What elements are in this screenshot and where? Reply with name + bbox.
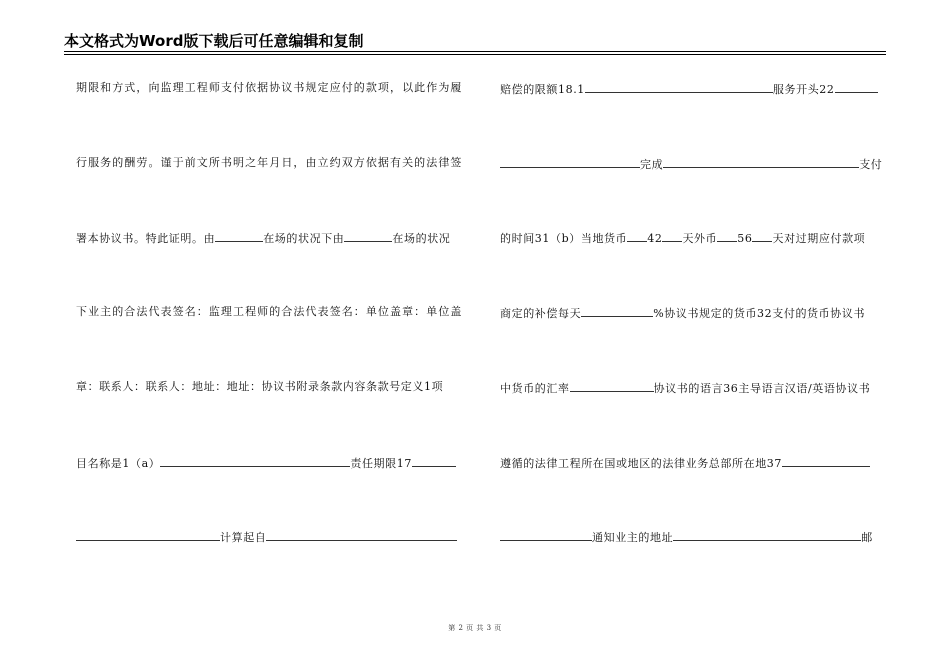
- blank-field: [752, 229, 772, 242]
- text-line: [500, 304, 886, 320]
- text-segment: 署本协议书。特此证明。由: [76, 232, 216, 245]
- text-segment: 42: [647, 232, 663, 245]
- text-line: 下业主的合法代表签名：监理工程师的合法代表签名：单位盖章：单位盖: [76, 305, 462, 318]
- text-line: 行服务的酬劳。谨于前文所书明之年月日，由立约双方依据有关的法律签: [76, 156, 462, 169]
- blank-field: [570, 379, 654, 392]
- text-line: [76, 229, 462, 245]
- blank-field: [581, 304, 653, 317]
- blank-field: [266, 528, 457, 541]
- text-segment: 商定的补偿每天: [500, 307, 582, 320]
- text-segment: 完成: [640, 158, 664, 171]
- text-segment: 天外币: [682, 232, 718, 245]
- text-segment: 目名称是1（a）: [76, 457, 161, 470]
- text-segment: 服务开头22: [772, 83, 835, 96]
- left-column: [76, 0, 462, 672]
- blank-field: [782, 454, 870, 467]
- text-line: [500, 80, 886, 96]
- text-segment: 56: [737, 232, 753, 245]
- blank-field: [215, 229, 263, 242]
- blank-field: [500, 155, 640, 168]
- right-column: [500, 0, 886, 672]
- page-number: 第 2 页 共 3 页: [448, 624, 502, 632]
- text-segment: 天对过期应付款项: [772, 232, 866, 245]
- blank-field: [500, 528, 592, 541]
- text-line: [76, 528, 462, 544]
- text-segment: 赔偿的限额18.1: [500, 83, 585, 96]
- page-header: 本文格式为Word版下载后可任意编辑和复制: [64, 32, 364, 50]
- text-line: [500, 229, 886, 245]
- text-segment: %协议书规定的货币32支付的货币协议书: [653, 307, 866, 320]
- blank-field: [835, 80, 878, 93]
- blank-field: [717, 229, 737, 242]
- text-line: 期限和方式，向监理工程师支付依据协议书规定应付的款项，以此作为履: [76, 81, 462, 94]
- text-line: [500, 528, 886, 544]
- text-segment: 的时间31（b）当地货币: [500, 232, 628, 245]
- text-segment: 协议书的语言36主导语言汉语/英语协议书: [653, 382, 871, 395]
- text-segment: 遵循的法律工程所在国或地区的法律业务总部所在地37: [500, 457, 782, 470]
- text-segment: 支付: [859, 158, 883, 171]
- text-line: [500, 379, 886, 395]
- blank-field: [663, 155, 859, 168]
- text-segment: 中货币的汇率: [500, 382, 570, 395]
- blank-field: [673, 528, 861, 541]
- text-segment: 在场的状况: [392, 232, 451, 245]
- text-segment: 计算起自: [220, 531, 267, 544]
- text-segment: 通知业主的地址: [592, 531, 674, 544]
- text-line: [500, 454, 886, 470]
- text-line: 章：联系人：联系人：地址：地址：协议书附录条款内容条款号定义1项: [76, 380, 444, 393]
- text-line: [500, 155, 886, 171]
- blank-field: [662, 229, 682, 242]
- blank-field: [412, 454, 456, 467]
- blank-field: [160, 454, 350, 467]
- text-segment: 责任期限17: [350, 457, 412, 470]
- blank-field: [585, 80, 773, 93]
- blank-field: [627, 229, 647, 242]
- blank-field: [344, 229, 392, 242]
- blank-field: [76, 528, 220, 541]
- text-segment: 邮: [861, 531, 873, 544]
- text-segment: 在场的状况下由: [263, 232, 345, 245]
- text-line: [76, 454, 462, 470]
